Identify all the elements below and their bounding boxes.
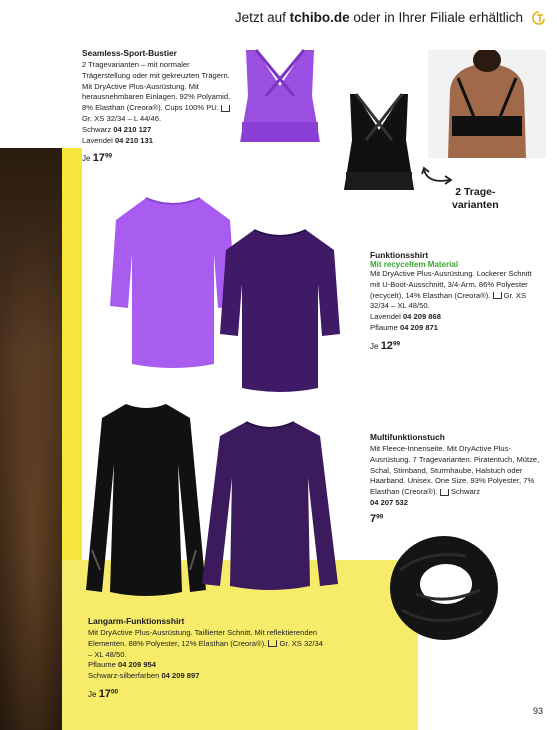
price xyxy=(370,340,540,352)
price-main: 17 xyxy=(98,687,111,700)
price-cents: 00 xyxy=(110,688,119,696)
variant-label: Pflaume xyxy=(88,660,116,670)
shirt-plum-image[interactable] xyxy=(220,226,340,396)
product-subtitle: Mit recyceltem Material xyxy=(370,260,459,269)
curved-arrow-icon xyxy=(420,166,454,186)
price-prefix: Je xyxy=(370,341,379,351)
product-tube xyxy=(370,432,540,525)
product-bustier xyxy=(82,48,232,164)
product-title: Funktionsshirt xyxy=(370,250,429,260)
header-suffix: oder in Ihrer Filiale erhältlich xyxy=(353,10,523,25)
washing-symbol-icon xyxy=(268,640,277,647)
article-number: 04 210 131 xyxy=(114,135,153,145)
washing-symbol-icon xyxy=(221,105,230,112)
header-prefix: Jetzt auf xyxy=(234,10,286,25)
price xyxy=(88,688,328,700)
article-number: 04 210 127 xyxy=(113,124,152,134)
article-number: 04 207 532 xyxy=(370,497,409,507)
product-shirt xyxy=(370,250,540,352)
bustier-black-image[interactable] xyxy=(336,92,422,194)
price-main: 7 xyxy=(370,512,377,525)
shirt-lavender-image[interactable] xyxy=(110,194,236,372)
price xyxy=(370,513,540,525)
price-prefix: Je xyxy=(88,689,97,699)
product-title: Seamless-Sport-Bustier xyxy=(82,48,177,58)
article-number: 04 209 868 xyxy=(402,312,441,322)
two-variants-label xyxy=(452,186,499,211)
product-description: Mit DryActive Plus-Ausrüstung. Lockerer Schnitt mit U-Boot-Ausschnitt, 3/4-Arm. 86% Polyester (recycelt), 14% Elasthan (Creora®). xyxy=(370,269,532,300)
bustier-lavender-image[interactable] xyxy=(232,46,328,146)
price-main: 12 xyxy=(380,339,393,352)
page-number: 93 xyxy=(532,706,543,716)
variant-label: Schwarz xyxy=(450,487,481,497)
variant-label: Schwarz xyxy=(82,124,112,134)
multifunctional-tube-image[interactable] xyxy=(386,530,502,646)
price xyxy=(82,152,232,164)
variant-label: Lavendel xyxy=(370,312,401,322)
longsleeve-black-image[interactable] xyxy=(86,400,206,600)
product-size: Gr. XS 32/34 – XL 48/50. xyxy=(88,638,323,659)
page-header xyxy=(235,10,523,25)
variant-label: Schwarz-silberfarben xyxy=(88,671,160,681)
variant-label: Pflaume xyxy=(370,322,398,332)
article-number: 04 209 897 xyxy=(161,671,200,681)
price-prefix: Je xyxy=(82,154,91,164)
two-variants-line2: varianten xyxy=(452,198,499,211)
price-cents: 99 xyxy=(104,152,113,160)
model-back-view-image[interactable] xyxy=(428,50,546,158)
price-main: 17 xyxy=(92,152,105,165)
product-size: Gr. XS 32/34 – XL 48/50. xyxy=(370,290,527,311)
product-size: Gr. XS 32/34 – L 44/46. xyxy=(82,113,162,123)
header-brand-link[interactable]: tchibo.de xyxy=(289,10,350,25)
two-variants-line1: 2 Trage- xyxy=(455,186,496,198)
washing-symbol-icon xyxy=(493,292,502,299)
price-cents: 99 xyxy=(376,513,384,521)
variant-label: Lavendel xyxy=(82,135,113,145)
tchibo-logo-icon xyxy=(531,10,547,26)
longsleeve-plum-image[interactable] xyxy=(202,418,338,594)
product-description: Mit Fleece-Innenseite. Mit DryActive Plus-Ausrüstung. 7 Tragevarianten: Piratentuch, Mütze, Schal, Stirnband, Sturmhaube, Halstuch oder Haarband. Unisex. One Size. 93% Polyester, 7% Elasthan (Creora®). xyxy=(370,444,540,497)
product-title: Langarm-Funktionsshirt xyxy=(88,616,185,626)
product-description: Mit DryActive Plus-Ausrüstung. Taillierter Schnitt. Mit reflektierenden Elementen. 88% Polyester, 12% Elasthan (Creora®). xyxy=(88,628,318,648)
product-title: Multifunktionstuch xyxy=(370,432,445,442)
price-cents: 99 xyxy=(392,340,401,348)
product-longsleeve xyxy=(88,616,328,700)
article-number: 04 209 954 xyxy=(117,660,156,670)
article-number: 04 209 871 xyxy=(399,322,438,332)
washing-symbol-icon xyxy=(440,489,449,496)
product-description: 2 Tragevarianten – mit normaler Trägerstellung oder mit gekreuzten Trägern. Mit DryActive Plus-Ausrüstung. Mit herausnehmbaren Einlagen. 92% Polyamid, 8% Elasthan (Creora®). Cups 100% PU. xyxy=(82,60,231,113)
